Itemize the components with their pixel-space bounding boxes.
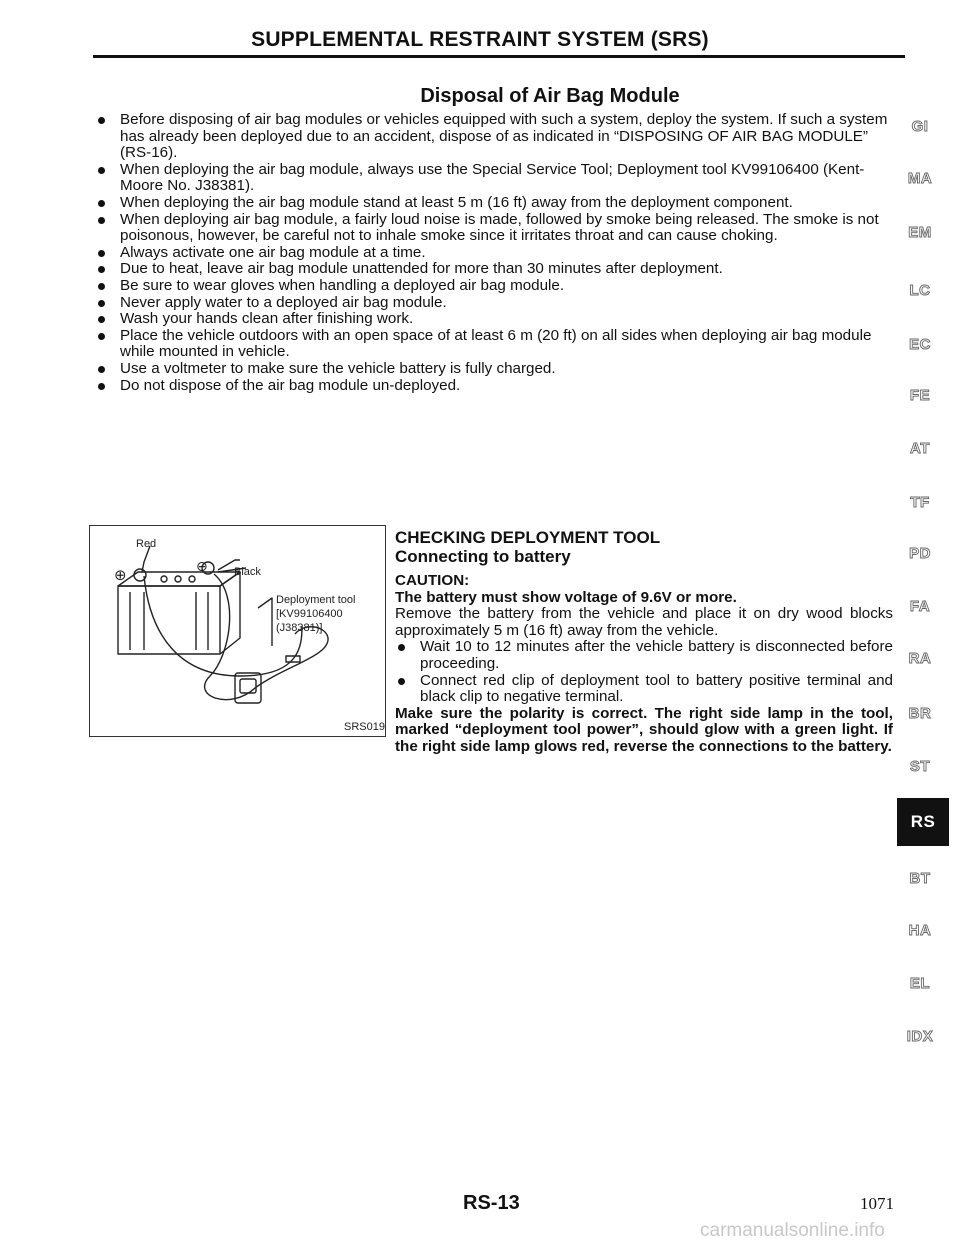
bullet-item: Place the vehicle outdoors with an open space of at least 6 m (20 ft) on all sides when deploying air bag module while mounted in vehicle.: [95, 328, 900, 361]
section-index-tabs: [905, 0, 960, 1242]
side-tab-em[interactable]: EM: [908, 224, 932, 241]
checking-deployment-tool-section: [395, 528, 893, 756]
side-tab-gi[interactable]: GI: [911, 118, 929, 135]
figure-code: SRS019: [344, 721, 385, 733]
bullet-item: Never apply water to a deployed air bag module.: [95, 295, 900, 312]
bullet-item: Wash your hands clean after finishing work.: [95, 311, 900, 328]
side-tab-tf[interactable]: TF: [910, 494, 930, 511]
side-tab-at[interactable]: AT: [910, 440, 930, 457]
side-tab-fa[interactable]: FA: [909, 598, 931, 615]
deployment-tool-body: [235, 673, 261, 703]
bullet-item: When deploying air bag module, a fairly loud noise is made, followed by smoke being released. The smoke is not poisonous, however, be careful not to inhale smoke since it irritates throat and can cause choking.: [95, 212, 900, 245]
bullet-item: Use a voltmeter to make sure the vehicle battery is fully charged.: [95, 361, 900, 378]
side-tab-fe[interactable]: FE: [909, 387, 931, 404]
section-title: Disposal of Air Bag Module: [420, 85, 680, 107]
connecting-heading: Connecting to battery: [395, 547, 571, 566]
bullet-item: Always activate one air bag module at a time.: [95, 245, 900, 262]
page-code: RS-13: [463, 1192, 520, 1214]
header-rule: [93, 55, 905, 58]
bullet-item: Before disposing of air bag modules or vehicles equipped with such a system, deploy the system. If such a system has already been deployed due to an accident, dispose of as indicated in “DISPOSING OF AIR BAG MODULE” (RS-16).: [95, 112, 900, 162]
page-number: 1071: [860, 1194, 894, 1213]
label-black: Black: [234, 566, 261, 578]
side-tab-pd[interactable]: PD: [909, 545, 931, 562]
cable-black: [205, 574, 255, 700]
tool-leader: [258, 598, 272, 646]
label-tool-3: (J38381)]: [276, 622, 323, 634]
watermark: carmanualsonline.info: [700, 1220, 885, 1241]
plus-symbol: ⊕: [114, 567, 127, 584]
side-tab-ra[interactable]: RA: [908, 650, 932, 667]
side-tab-ec[interactable]: EC: [909, 336, 931, 353]
side-tab-br[interactable]: BR: [908, 705, 932, 722]
checking-bullet-item: Connect red clip of deployment tool to battery positive terminal and black clip to negative terminal.: [395, 673, 893, 706]
side-tab-st[interactable]: ST: [909, 758, 931, 775]
side-tab-el[interactable]: EL: [909, 975, 931, 992]
side-tab-bt[interactable]: BT: [909, 870, 931, 887]
side-tab-idx[interactable]: IDX: [906, 1028, 934, 1045]
remove-battery-text: Remove the battery from the vehicle and place it on dry wood blocks approximately 5 m (16 ft) away from the vehicle.: [395, 605, 893, 639]
side-tab-rs-active[interactable]: RS: [897, 798, 949, 846]
checking-bullet-list: [395, 639, 893, 705]
side-tab-ha[interactable]: HA: [908, 922, 932, 939]
minus-symbol: ⊖: [196, 558, 208, 574]
bullet-item: When deploying the air bag module, always use the Special Service Tool; Deployment tool KV99106400 (Kent-Moore No. J38381).: [95, 162, 900, 195]
page-header-title: SUPPLEMENTAL RESTRAINT SYSTEM (SRS): [251, 28, 709, 51]
battery-tool-illustration: [90, 526, 387, 738]
battery-front: [118, 586, 220, 654]
bullet-item: Due to heat, leave air bag module unattended for more than 30 minutes after deployment.: [95, 261, 900, 278]
polarity-warning: Make sure the polarity is correct. The right side lamp in the tool, marked “deployment tool power”, should glow with a green light. If the right side lamp glows red, reverse the connections to the battery.: [395, 704, 893, 755]
caution-text: The battery must show voltage of 9.6V or more.: [395, 588, 737, 606]
bullet-item: Do not dispose of the air bag module un-deployed.: [95, 378, 900, 395]
label-tool-1: Deployment tool: [276, 594, 356, 606]
label-red: Red: [136, 538, 157, 550]
side-tab-lc[interactable]: LC: [909, 282, 931, 299]
checking-heading: CHECKING DEPLOYMENT TOOL: [395, 528, 661, 547]
caution-label: CAUTION:: [395, 572, 470, 589]
bullet-item: Be sure to wear gloves when handling a deployed air bag module.: [95, 278, 900, 295]
bullet-item: When deploying the air bag module stand at least 5 m (16 ft) away from the deployment component.: [95, 195, 900, 212]
label-tool-2: [KV99106400: [276, 608, 343, 620]
deployment-tool-figure: [89, 525, 386, 737]
disposal-bullet-list: [95, 112, 900, 394]
checking-bullet-item: Wait 10 to 12 minutes after the vehicle battery is disconnected before proceeding.: [395, 639, 893, 672]
side-tab-ma[interactable]: MA: [907, 170, 933, 187]
